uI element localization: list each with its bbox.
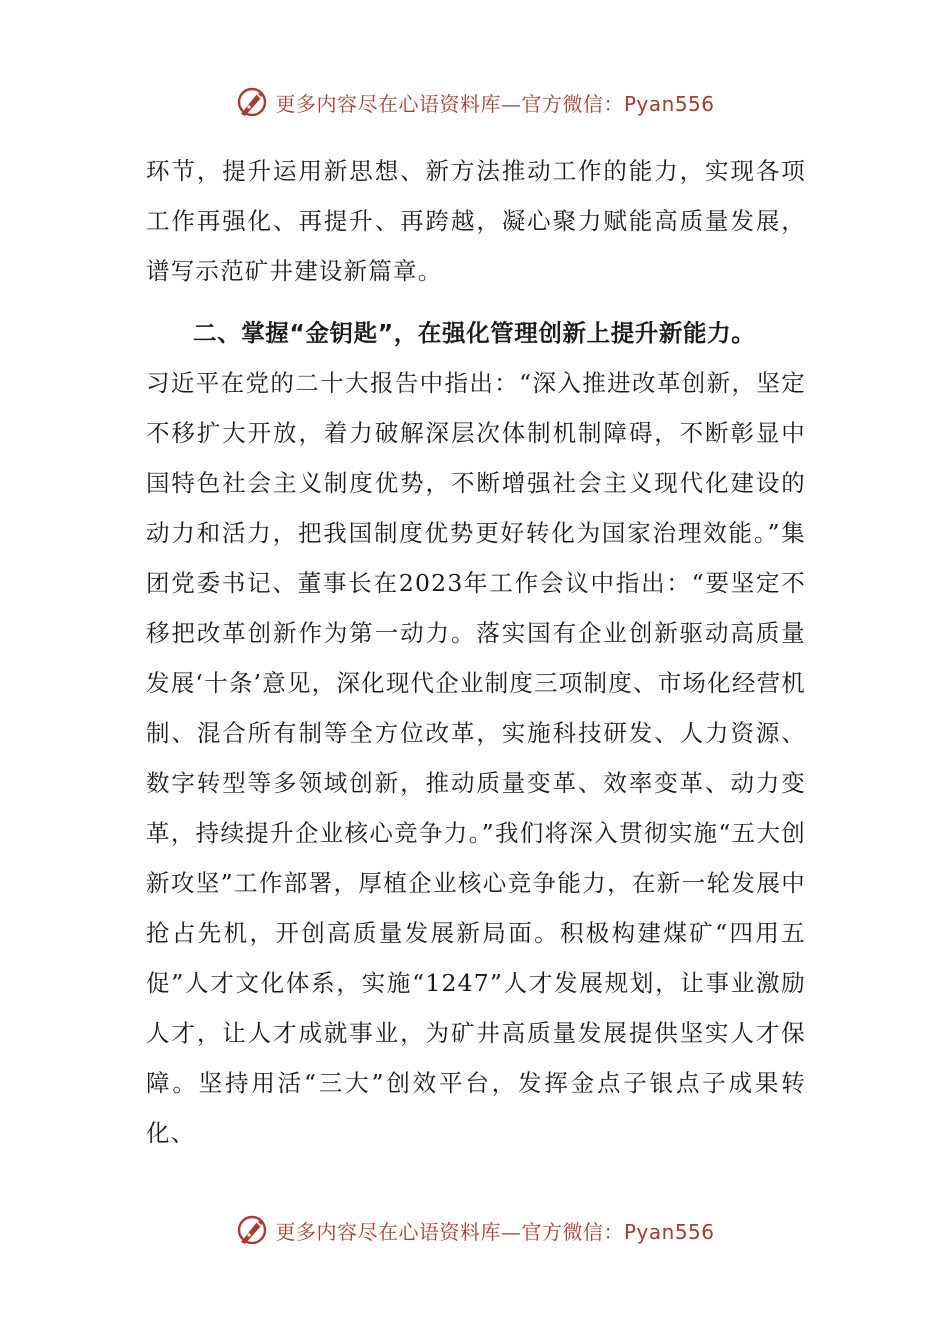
wechat-handle: Pyan556 <box>623 91 715 116</box>
footer-watermark-banner <box>0 1208 950 1252</box>
document-body <box>146 146 806 1158</box>
pen-nib-logo-icon <box>235 84 271 120</box>
paragraph-2: 习近平在党的二十大报告中指出：“深入推进改革创新，坚定不移扩大开放，着力破解深层次体制机制障碍，不断彰显中国特色社会主义制度优势，不断增强社会主义现代化建设的动力和活力，把我国制度优势更好转化为国家治理效能。”集团党委书记、董事长在2023年工作会议中指出：“要坚定不移把改革创新作为第一动力。落实国有企业创新驱动高质量发展‘十条’意见，深化现代企业制度三项制度、市场化经营机制、混合所有制等全方位改革，实施科技研发、人力资源、数字转型等多领域创新，推动质量变革、效率变革、动力变革，持续提升企业核心竞争力。”我们将深入贯彻实施“五大创新攻坚”工作部署，厚植企业核心竞争能力，在新一轮发展中抢占先机，开创高质量发展新局面。积极构建煤矿“四用五促”人才文化体系，实施“1247”人才发展规划，让事业激励人才，让人才成就事业，为矿井高质量发展提供坚实人才保障。坚持用活“三大”创效平台，发挥金点子银点子成果转化、 <box>146 369 806 1147</box>
pen-nib-logo-icon <box>235 1212 271 1248</box>
section-heading: 二、掌握“金钥匙”，在强化管理创新上提升新能力。 <box>193 319 756 347</box>
wechat-handle: Pyan556 <box>623 1219 715 1244</box>
header-watermark-banner <box>0 80 950 124</box>
banner-text: 更多内容尽在心语资料库—官方微信：Pyan556 <box>275 1219 715 1244</box>
banner-text: 更多内容尽在心语资料库—官方微信：Pyan556 <box>275 91 715 116</box>
paragraph-1: 环节，提升运用新思想、新方法推动工作的能力，实现各项工作再强化、再提升、再跨越，凝心聚力赋能高质量发展，谱写示范矿井建设新篇章。 <box>146 157 806 285</box>
